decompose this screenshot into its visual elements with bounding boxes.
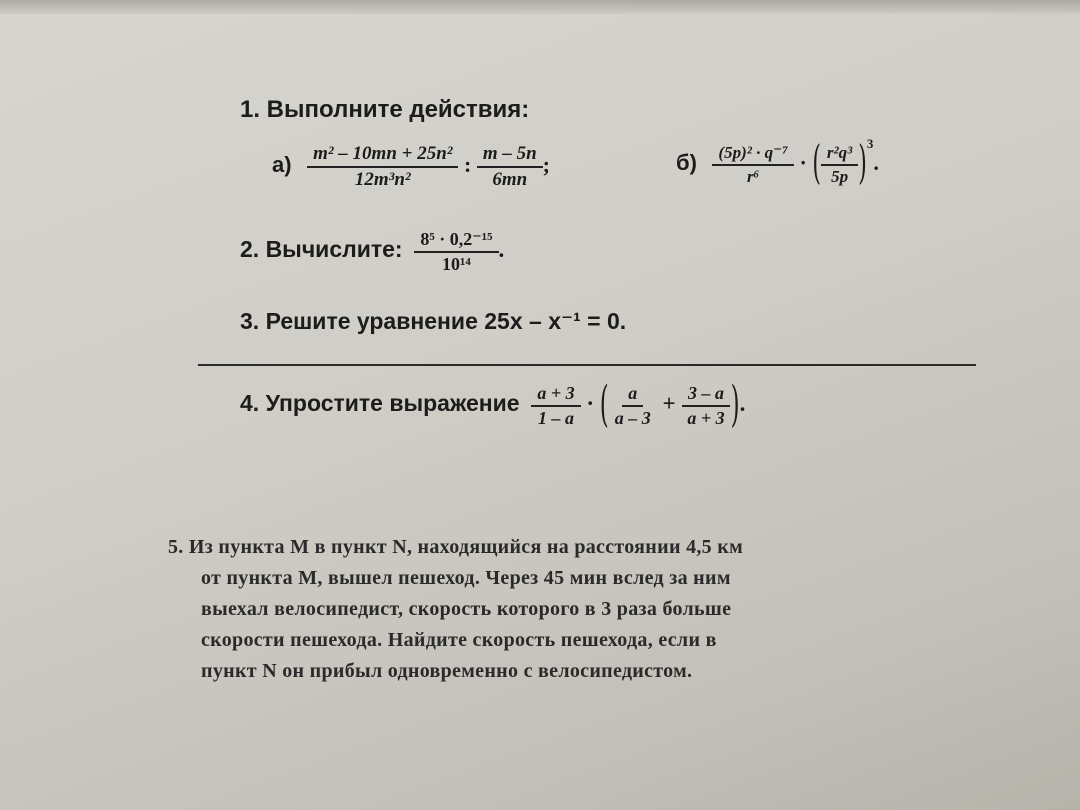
task1-part-b — [676, 135, 879, 192]
task1-a-denominator1: 12m³n² — [354, 168, 411, 190]
task4-multiply: · — [586, 391, 595, 417]
task1-a-fraction2 — [477, 144, 543, 190]
task2-denominator: 10¹⁴ — [442, 253, 471, 274]
task1-heading: 1. Выполните действия: — [240, 96, 530, 123]
task1-b-period: . — [873, 149, 879, 175]
task1-b-left-paren: ( — [812, 138, 821, 192]
task5-line-1: 5. Из пункта M в пункт N, находящийся на расстоянии 4,5 км — [168, 536, 744, 558]
task5-line-2: от пункта M, вышел пешеход. Через 45 мин вслед за ним — [201, 567, 731, 589]
task4-fraction3 — [681, 384, 730, 428]
task2 — [240, 230, 504, 274]
task2-label: 2. Вычислите: — [240, 236, 403, 263]
task5-line-3: выехал велосипедист, скорость которого в 3 раза больше — [201, 598, 732, 620]
task1-b-fraction1 — [712, 144, 794, 186]
task4-denominator1: 1 – a — [537, 407, 574, 428]
task1-part-a — [272, 144, 550, 190]
task1-a-numerator1: m² – 10mn + 25n² — [307, 144, 458, 168]
task4-denominator2: a – 3 — [614, 407, 651, 428]
task4 — [240, 378, 746, 434]
task4-numerator1: a + 3 — [531, 384, 580, 407]
task1-a-numerator2: m – 5n — [477, 144, 543, 168]
task4-plus: + — [662, 391, 676, 417]
task1-b-numerator2: r²q³ — [821, 144, 858, 166]
task3-text: 3. Решите уравнение 25x – x⁻¹ = 0. — [240, 308, 627, 334]
task4-fraction2 — [609, 384, 657, 428]
task4-label: 4. Упростите выражение — [240, 390, 520, 417]
task1-b-denominator1: r⁶ — [746, 166, 760, 186]
task4-fraction1 — [531, 384, 580, 428]
task1-b-right-paren: ) — [858, 138, 867, 192]
task5-line-5: пункт N он прибыл одновременно с велосипедистом. — [201, 660, 693, 682]
task4-denominator3: a + 3 — [687, 407, 725, 428]
task1-b-multiply: · — [799, 149, 807, 175]
task5-line-4: скорости пешехода. Найдите скорость пешехода, если в — [201, 629, 717, 651]
page-edge-shadow — [0, 0, 1080, 14]
task5-paragraph — [168, 532, 968, 687]
task1-a-denominator2: 6mn — [492, 168, 528, 190]
task1-a-label: а) — [272, 151, 292, 177]
task1-b-numerator1: (5p)² · q⁻⁷ — [712, 144, 794, 166]
task4-left-paren: ( — [599, 378, 609, 434]
task2-fraction — [414, 230, 498, 274]
task1-a-fraction1 — [307, 144, 458, 190]
task4-numerator3: 3 – a — [682, 384, 730, 407]
task1-b-label: б) — [676, 149, 697, 175]
task1-a-divide: : — [463, 151, 472, 177]
task1-b-fraction2 — [821, 144, 858, 186]
task4-right-paren: ) — [730, 378, 740, 434]
task2-numerator: 8⁵ · 0,2⁻¹⁵ — [414, 230, 498, 253]
task1-a-semicolon: ; — [542, 151, 550, 177]
task4-period: . — [739, 391, 746, 417]
task1-b-denominator2: 5p — [831, 166, 849, 186]
task1-b-exponent: 3 — [866, 135, 874, 151]
task2-period: . — [498, 237, 505, 263]
task4-numerator2: a — [622, 384, 643, 407]
divider-line — [198, 364, 976, 366]
